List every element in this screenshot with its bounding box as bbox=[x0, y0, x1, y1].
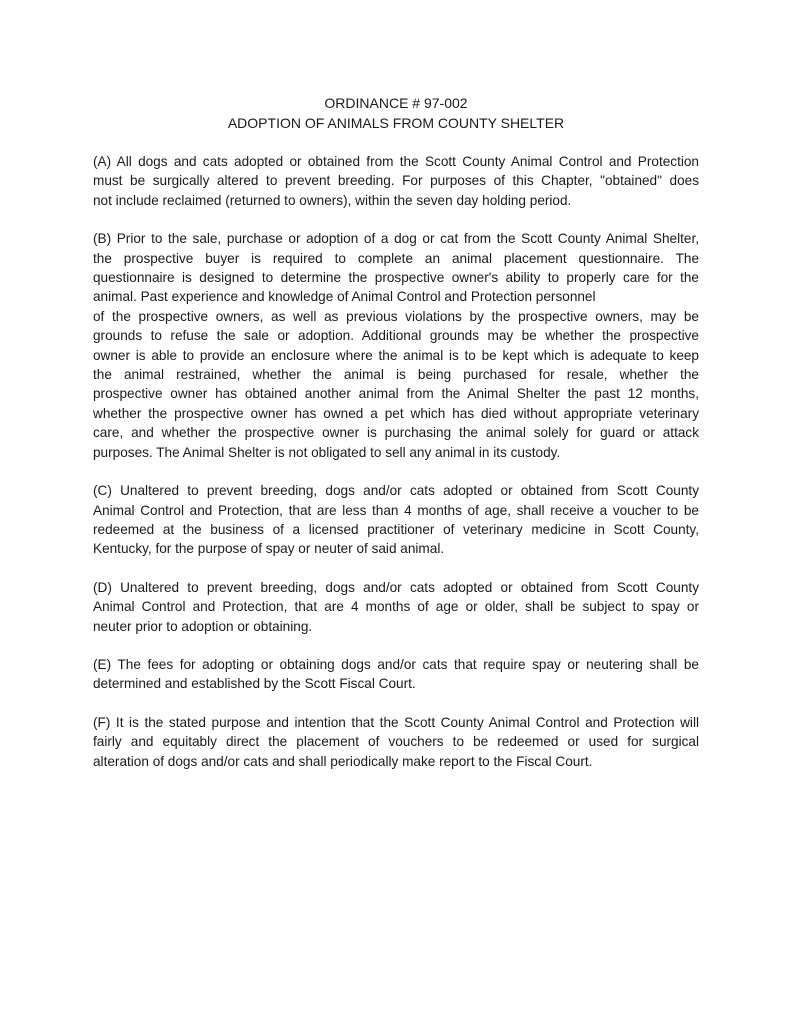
text-line: the prospective buyer is required to complete an animal placement questionnaire. The bbox=[93, 250, 699, 266]
text-line: questionnaire is designed to determine the prospective owner's ability to properly care for the bbox=[93, 270, 699, 286]
paragraph-e bbox=[93, 655, 699, 694]
document-page bbox=[93, 93, 699, 790]
text-line: fairly and equitably direct the placement of vouchers to be redeemed or used for surgical bbox=[93, 734, 699, 750]
text-line: owner is able to provide an enclosure where the animal is to be kept which is adequate to keep bbox=[93, 347, 699, 363]
text-line: Animal Control and Protection, that are 4 months of age or older, shall be subject to spay or bbox=[93, 599, 699, 615]
text-line: (C) Unaltered to prevent breeding, dogs and/or cats adopted or obtained from Scott County bbox=[93, 483, 699, 499]
paragraph-f bbox=[93, 713, 699, 771]
text-line: Kentucky, for the purpose of spay or neuter of said animal. bbox=[93, 541, 445, 557]
text-line: (A) All dogs and cats adopted or obtained from the Scott County Animal Control and Protection bbox=[93, 154, 699, 169]
paragraph-b bbox=[93, 229, 699, 462]
text-line: (E) The fees for adopting or obtaining dogs and/or cats that require spay or neutering shall be bbox=[93, 656, 699, 672]
text-line: (D) Unaltered to prevent breeding, dogs and/or cats adopted or obtained from Scott County bbox=[93, 579, 699, 595]
text-line: must be surgically altered to prevent breeding. For purposes of this Chapter, "obtained" does bbox=[93, 173, 699, 189]
ordinance-title: ADOPTION OF ANIMALS FROM COUNTY SHELTER bbox=[227, 115, 565, 131]
text-line: Animal Control and Protection, that are less than 4 months of age, shall receive a voucher to be bbox=[93, 502, 699, 518]
text-line: alteration of dogs and/or cats and shall periodically make report to the Fiscal Court. bbox=[93, 753, 593, 769]
text-line: determined and established by the Scott Fiscal Court. bbox=[93, 676, 416, 692]
text-line: the animal restrained, whether the animal is being purchased for resale, whether the bbox=[93, 367, 699, 383]
paragraph-c bbox=[93, 481, 699, 559]
text-line: (F) It is the stated purpose and intention that the Scott County Animal Control and Protection will bbox=[93, 714, 699, 730]
text-line: animal. Past experience and knowledge of Animal Control and Protection personnel bbox=[93, 289, 596, 305]
text-line: of the prospective owners, as well as previous violations by the prospective owners, may be bbox=[93, 308, 699, 324]
text-line: not include reclaimed (returned to owners), within the seven day holding period. bbox=[93, 192, 572, 208]
text-line: redeemed at the business of a licensed practitioner of veterinary medicine in Scott County, bbox=[93, 521, 699, 537]
text-line: whether the prospective owner has owned a pet which has died without appropriate veterinary bbox=[93, 405, 699, 421]
text-line: grounds to refuse the sale or adoption. Additional grounds may be whether the prospective bbox=[93, 328, 699, 344]
paragraph-d bbox=[93, 578, 699, 636]
text-line: prospective owner has obtained another animal from the Animal Shelter the past 12 months, bbox=[93, 386, 699, 402]
text-line: neuter prior to adoption or obtaining. bbox=[93, 618, 313, 634]
text-line: purposes. The Animal Shelter is not obligated to sell any animal in its custody. bbox=[93, 444, 561, 460]
paragraph-a bbox=[93, 152, 699, 210]
text-line: care, and whether the prospective owner is purchasing the animal solely for guard or attack bbox=[93, 425, 699, 441]
ordinance-number: ORDINANCE # 97-002 bbox=[324, 95, 468, 111]
document-title bbox=[93, 93, 699, 133]
text-line: (B) Prior to the sale, purchase or adoption of a dog or cat from the Scott County Animal Shelter, bbox=[93, 231, 699, 247]
